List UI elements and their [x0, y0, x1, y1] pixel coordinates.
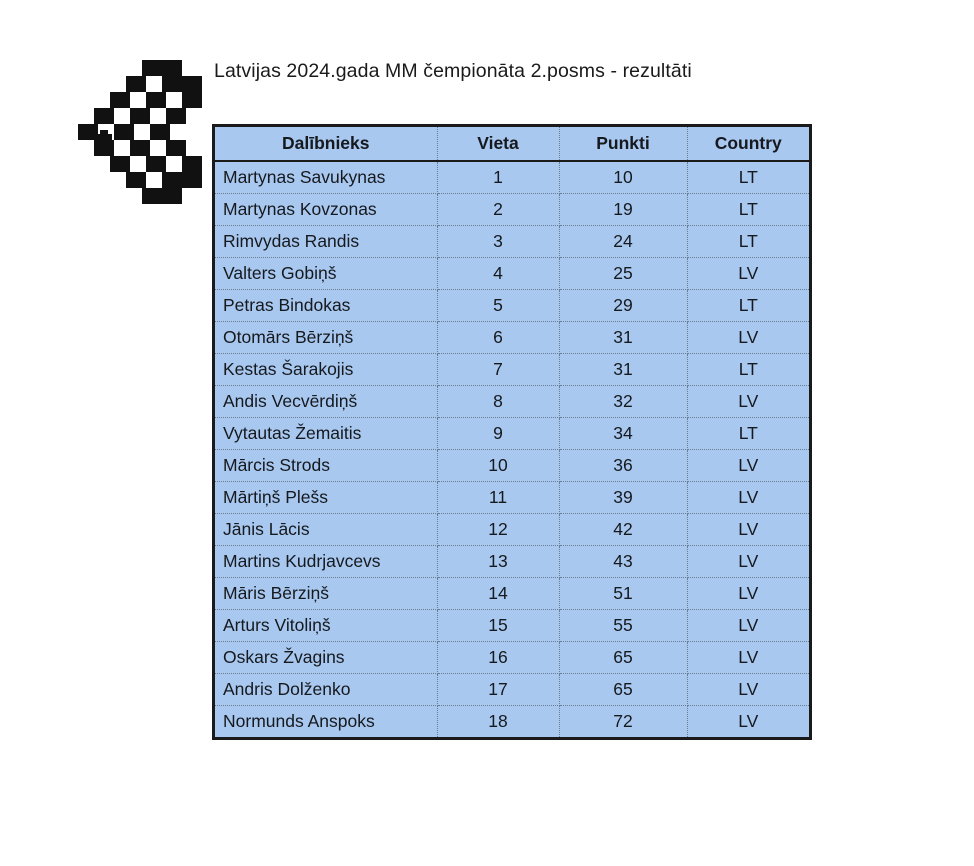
- cell-points: 24: [559, 225, 687, 257]
- cell-country: LT: [687, 193, 809, 225]
- cell-points: 36: [559, 449, 687, 481]
- table-header-row: [215, 127, 809, 161]
- cell-country: LT: [687, 289, 809, 321]
- table-row: [215, 161, 809, 193]
- table-row: [215, 289, 809, 321]
- cell-name: Kestas Šarakojis: [215, 353, 437, 385]
- cell-name: Petras Bindokas: [215, 289, 437, 321]
- cell-country: LV: [687, 577, 809, 609]
- table-row: [215, 705, 809, 737]
- cell-country: LV: [687, 609, 809, 641]
- cell-points: 39: [559, 481, 687, 513]
- cell-country: LT: [687, 417, 809, 449]
- cell-country: LT: [687, 225, 809, 257]
- table-row: [215, 417, 809, 449]
- cell-points: 72: [559, 705, 687, 737]
- table-row: [215, 449, 809, 481]
- table-row: [215, 193, 809, 225]
- cell-points: 42: [559, 513, 687, 545]
- cell-place: 10: [437, 449, 559, 481]
- column-header-place: Vieta: [437, 127, 559, 161]
- column-header-name: Dalībnieks: [215, 127, 437, 161]
- cell-country: LV: [687, 513, 809, 545]
- cell-place: 4: [437, 257, 559, 289]
- column-header-country: Country: [687, 127, 809, 161]
- cell-place: 15: [437, 609, 559, 641]
- cell-points: 65: [559, 641, 687, 673]
- cell-place: 1: [437, 161, 559, 193]
- cell-place: 16: [437, 641, 559, 673]
- table-row: [215, 385, 809, 417]
- cell-name: Otomārs Bērziņš: [215, 321, 437, 353]
- cell-country: LV: [687, 641, 809, 673]
- cell-name: Māris Bērziņš: [215, 577, 437, 609]
- cell-points: 65: [559, 673, 687, 705]
- cell-name: Andris Dolženko: [215, 673, 437, 705]
- table-row: [215, 577, 809, 609]
- table-row: [215, 225, 809, 257]
- results-table: [215, 127, 809, 737]
- cell-country: LV: [687, 385, 809, 417]
- cell-points: 10: [559, 161, 687, 193]
- cell-points: 43: [559, 545, 687, 577]
- cell-points: 55: [559, 609, 687, 641]
- cell-country: LV: [687, 449, 809, 481]
- cell-points: 19: [559, 193, 687, 225]
- cell-name: Vytautas Žemaitis: [215, 417, 437, 449]
- cell-place: 11: [437, 481, 559, 513]
- cell-name: Mārtiņš Plešs: [215, 481, 437, 513]
- cell-country: LV: [687, 321, 809, 353]
- cell-points: 51: [559, 577, 687, 609]
- cell-place: 9: [437, 417, 559, 449]
- cell-name: Rimvydas Randis: [215, 225, 437, 257]
- cell-place: 8: [437, 385, 559, 417]
- cell-country: LV: [687, 545, 809, 577]
- page-title: Latvijas 2024.gada MM čempionāta 2.posms - rezultāti: [214, 60, 692, 82]
- table-row: [215, 513, 809, 545]
- table-row: [215, 321, 809, 353]
- cell-country: LV: [687, 257, 809, 289]
- cell-place: 5: [437, 289, 559, 321]
- cell-place: 6: [437, 321, 559, 353]
- cell-place: 14: [437, 577, 559, 609]
- cell-place: 18: [437, 705, 559, 737]
- cell-name: Valters Gobiņš: [215, 257, 437, 289]
- cell-country: LT: [687, 161, 809, 193]
- cell-place: 17: [437, 673, 559, 705]
- cell-country: LV: [687, 481, 809, 513]
- cell-points: 31: [559, 353, 687, 385]
- mm-championship-logo: [38, 52, 206, 212]
- table-row: [215, 481, 809, 513]
- logo-glyph: [38, 52, 206, 212]
- cell-place: 3: [437, 225, 559, 257]
- table-row: [215, 545, 809, 577]
- cell-name: Oskars Žvagins: [215, 641, 437, 673]
- cell-name: Normunds Anspoks: [215, 705, 437, 737]
- cell-points: 31: [559, 321, 687, 353]
- cell-country: LV: [687, 705, 809, 737]
- table-row: [215, 641, 809, 673]
- table-row: [215, 673, 809, 705]
- cell-points: 32: [559, 385, 687, 417]
- cell-points: 29: [559, 289, 687, 321]
- column-header-points: Punkti: [559, 127, 687, 161]
- cell-name: Jānis Lācis: [215, 513, 437, 545]
- table-body: [215, 161, 809, 737]
- cell-country: LT: [687, 353, 809, 385]
- cell-place: 2: [437, 193, 559, 225]
- cell-points: 34: [559, 417, 687, 449]
- cell-place: 7: [437, 353, 559, 385]
- cell-country: LV: [687, 673, 809, 705]
- cell-name: Andis Vecvērdiņš: [215, 385, 437, 417]
- cell-name: Martynas Savukynas: [215, 161, 437, 193]
- cell-place: 12: [437, 513, 559, 545]
- cell-name: Mārcis Strods: [215, 449, 437, 481]
- cell-name: Martynas Kovzonas: [215, 193, 437, 225]
- cell-name: Martins Kudrjavcevs: [215, 545, 437, 577]
- cell-place: 13: [437, 545, 559, 577]
- cell-points: 25: [559, 257, 687, 289]
- table-row: [215, 257, 809, 289]
- cell-name: Arturs Vitoliņš: [215, 609, 437, 641]
- results-table-container: [212, 124, 812, 740]
- table-row: [215, 609, 809, 641]
- table-row: [215, 353, 809, 385]
